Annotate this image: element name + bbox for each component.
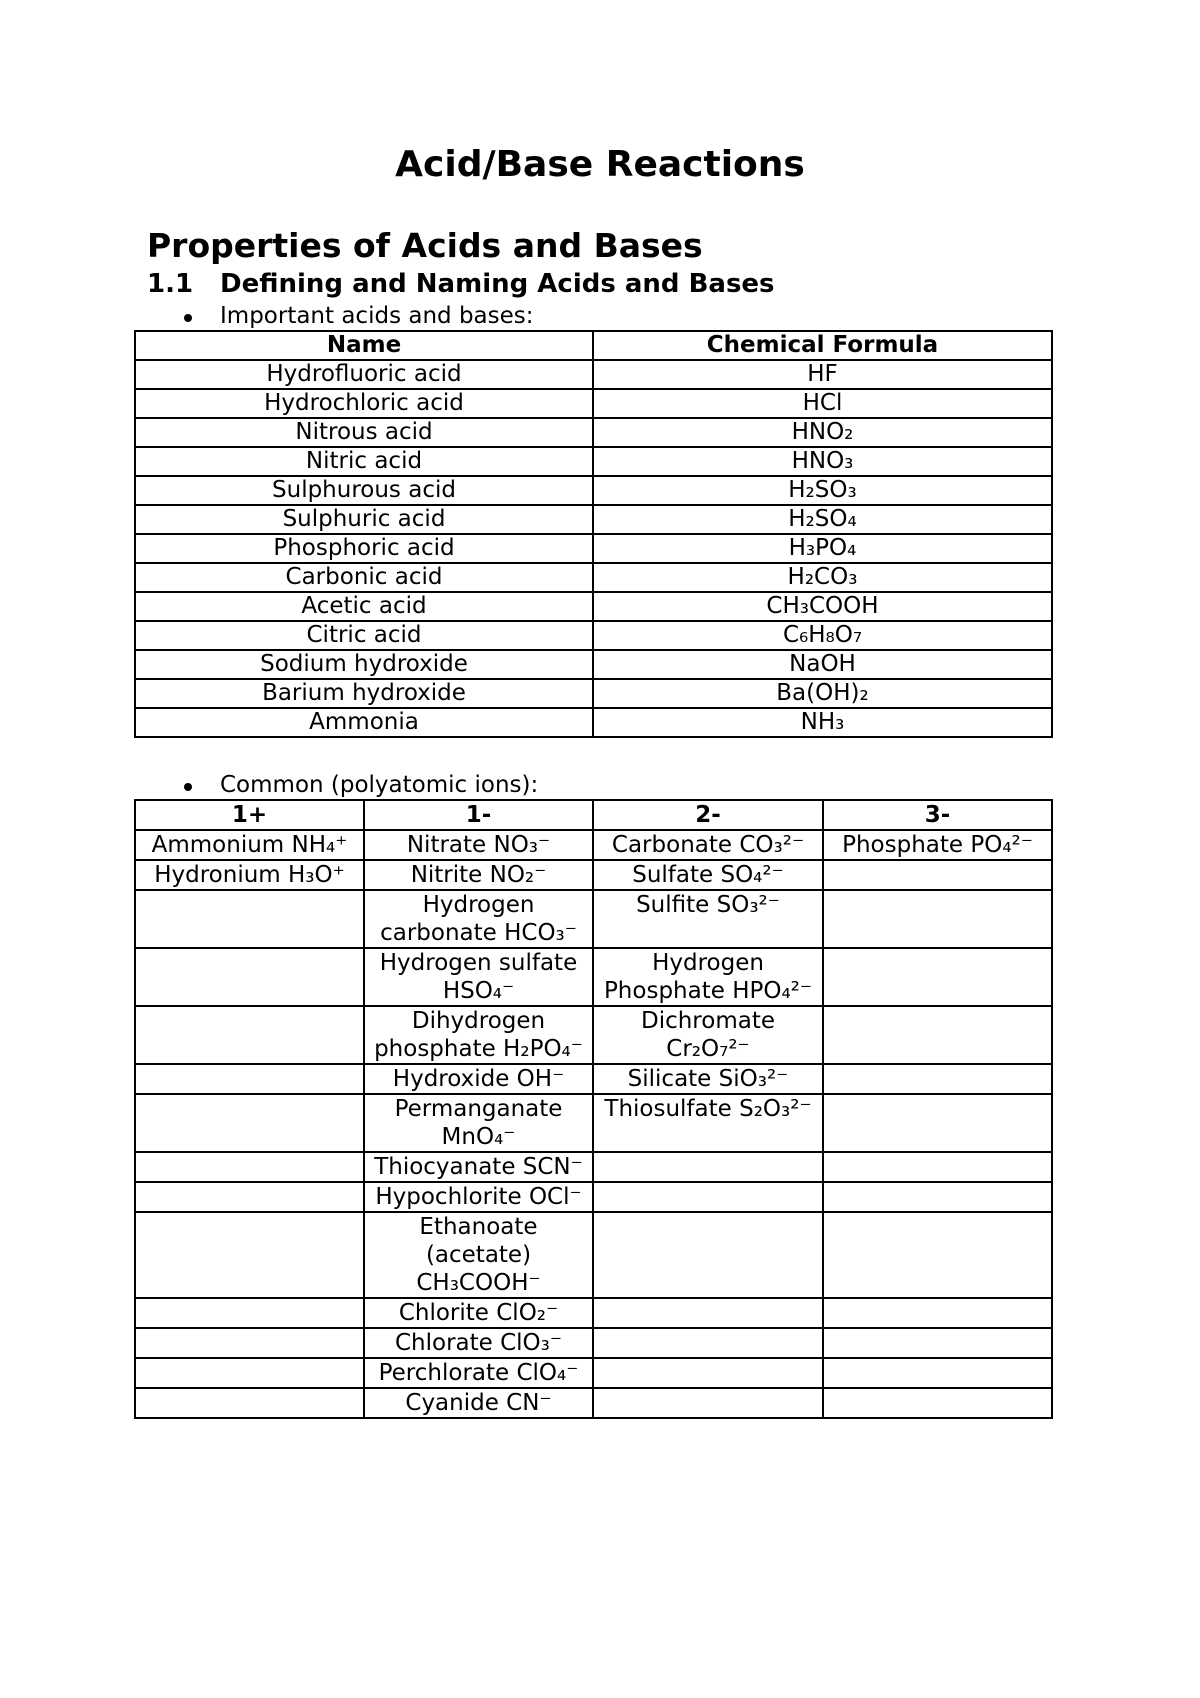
cell-1plus (135, 1064, 364, 1094)
table-row (135, 1064, 1052, 1094)
cell-name: Nitrous acid (135, 418, 593, 447)
table-row (135, 1328, 1052, 1358)
cell-2minus (593, 1388, 823, 1418)
table-row (135, 679, 1052, 708)
cell-2minus (593, 1152, 823, 1182)
cell-1plus (135, 1094, 364, 1152)
cell-formula: HCl (593, 389, 1052, 418)
table-row (135, 650, 1052, 679)
header-1minus: 1- (364, 800, 593, 830)
cell-2minus (593, 1358, 823, 1388)
cell-1plus (135, 1006, 364, 1064)
table-row (135, 890, 1052, 948)
cell-1plus (135, 1328, 364, 1358)
document-title: Acid/Base Reactions (395, 144, 805, 185)
cell-3minus (823, 1298, 1052, 1328)
table-header-row (135, 800, 1052, 830)
table-row (135, 948, 1052, 1006)
table-row (135, 1298, 1052, 1328)
cell-name: Hydrochloric acid (135, 389, 593, 418)
table-row (135, 1388, 1052, 1418)
cell-3minus: Phosphate PO₄²⁻ (823, 830, 1052, 860)
cell-formula: H₂CO₃ (593, 563, 1052, 592)
table-row (135, 708, 1052, 737)
table-row (135, 1094, 1052, 1152)
bullet-icon (184, 783, 192, 791)
cell-name: Barium hydroxide (135, 679, 593, 708)
cell-3minus (823, 1152, 1052, 1182)
cell-3minus (823, 1006, 1052, 1064)
cell-3minus (823, 890, 1052, 948)
cell-1plus (135, 1152, 364, 1182)
table-row (135, 360, 1052, 389)
table-row (135, 621, 1052, 650)
table-row (135, 1006, 1052, 1064)
section-number: 1.1 (147, 269, 194, 299)
table-row (135, 1152, 1052, 1182)
header-2minus: 2- (593, 800, 823, 830)
cell-3minus (823, 1358, 1052, 1388)
cell-1plus (135, 1212, 364, 1298)
cell-name: Ammonia (135, 708, 593, 737)
header-3minus: 3- (823, 800, 1052, 830)
cell-3minus (823, 948, 1052, 1006)
cell-3minus (823, 860, 1052, 890)
ions-table (134, 799, 1053, 1419)
cell-2minus: Sulfate SO₄²⁻ (593, 860, 823, 890)
table-row (135, 389, 1052, 418)
heading-properties: Properties of Acids and Bases (147, 226, 703, 265)
bullet-common-ions (184, 771, 538, 799)
section-title: Defining and Naming Acids and Bases (220, 269, 775, 299)
acids-table (134, 330, 1053, 738)
cell-formula: H₂SO₃ (593, 476, 1052, 505)
cell-formula: HNO₂ (593, 418, 1052, 447)
header-formula: Chemical Formula (593, 331, 1052, 360)
cell-2minus: Sulfite SO₃²⁻ (593, 890, 823, 948)
cell-2minus (593, 1182, 823, 1212)
cell-1plus: Hydronium H₃O⁺ (135, 860, 364, 890)
cell-1plus (135, 890, 364, 948)
cell-formula: NaOH (593, 650, 1052, 679)
cell-3minus (823, 1328, 1052, 1358)
cell-1minus: Hydroxide OH⁻ (364, 1064, 593, 1094)
cell-name: Acetic acid (135, 592, 593, 621)
bullet-text: Common (polyatomic ions): (220, 772, 539, 798)
table-row (135, 505, 1052, 534)
cell-name: Hydrofluoric acid (135, 360, 593, 389)
cell-1minus: Thiocyanate SCN⁻ (364, 1152, 593, 1182)
cell-1minus: Nitrate NO₃⁻ (364, 830, 593, 860)
table-row (135, 592, 1052, 621)
cell-1plus: Ammonium NH₄⁺ (135, 830, 364, 860)
header-1plus: 1+ (135, 800, 364, 830)
cell-1minus: Chlorite ClO₂⁻ (364, 1298, 593, 1328)
cell-1minus: Hydrogen carbonate HCO₃⁻ (364, 890, 593, 948)
bullet-icon (184, 314, 192, 322)
cell-3minus (823, 1182, 1052, 1212)
table-row (135, 534, 1052, 563)
cell-formula: HNO₃ (593, 447, 1052, 476)
bullet-important-acids (184, 302, 534, 330)
cell-2minus (593, 1212, 823, 1298)
cell-name: Sulphurous acid (135, 476, 593, 505)
bullet-text: Important acids and bases: (220, 303, 534, 329)
table-row (135, 447, 1052, 476)
cell-formula: C₆H₈O₇ (593, 621, 1052, 650)
cell-3minus (823, 1064, 1052, 1094)
cell-1minus: Hydrogen sulfate HSO₄⁻ (364, 948, 593, 1006)
cell-1minus: Permanganate MnO₄⁻ (364, 1094, 593, 1152)
cell-2minus: Hydrogen Phosphate HPO₄²⁻ (593, 948, 823, 1006)
cell-1plus (135, 1298, 364, 1328)
table-row (135, 563, 1052, 592)
cell-name: Nitric acid (135, 447, 593, 476)
cell-formula: Ba(OH)₂ (593, 679, 1052, 708)
table-row (135, 1182, 1052, 1212)
cell-2minus (593, 1328, 823, 1358)
section-heading (147, 268, 775, 300)
cell-1minus: Nitrite NO₂⁻ (364, 860, 593, 890)
cell-1minus: Dihydrogen phosphate H₂PO₄⁻ (364, 1006, 593, 1064)
table-row (135, 830, 1052, 860)
cell-1minus: Ethanoate (acetate) CH₃COOH⁻ (364, 1212, 593, 1298)
cell-2minus: Dichromate Cr₂O₇²⁻ (593, 1006, 823, 1064)
table-header-row (135, 331, 1052, 360)
cell-3minus (823, 1212, 1052, 1298)
cell-1plus (135, 1388, 364, 1418)
cell-1minus: Cyanide CN⁻ (364, 1388, 593, 1418)
cell-1plus (135, 1182, 364, 1212)
cell-formula: H₂SO₄ (593, 505, 1052, 534)
cell-name: Sulphuric acid (135, 505, 593, 534)
cell-name: Carbonic acid (135, 563, 593, 592)
table-row (135, 476, 1052, 505)
cell-name: Citric acid (135, 621, 593, 650)
cell-2minus: Carbonate CO₃²⁻ (593, 830, 823, 860)
cell-1minus: Perchlorate ClO₄⁻ (364, 1358, 593, 1388)
cell-3minus (823, 1388, 1052, 1418)
cell-3minus (823, 1094, 1052, 1152)
table-row (135, 1358, 1052, 1388)
cell-name: Sodium hydroxide (135, 650, 593, 679)
cell-formula: H₃PO₄ (593, 534, 1052, 563)
cell-2minus (593, 1298, 823, 1328)
table-row (135, 1212, 1052, 1298)
cell-formula: HF (593, 360, 1052, 389)
cell-1plus (135, 948, 364, 1006)
cell-1minus: Hypochlorite OCl⁻ (364, 1182, 593, 1212)
table-row (135, 860, 1052, 890)
cell-formula: CH₃COOH (593, 592, 1052, 621)
cell-2minus: Silicate SiO₃²⁻ (593, 1064, 823, 1094)
cell-1plus (135, 1358, 364, 1388)
cell-1minus: Chlorate ClO₃⁻ (364, 1328, 593, 1358)
header-name: Name (135, 331, 593, 360)
cell-2minus: Thiosulfate S₂O₃²⁻ (593, 1094, 823, 1152)
cell-formula: NH₃ (593, 708, 1052, 737)
cell-name: Phosphoric acid (135, 534, 593, 563)
table-row (135, 418, 1052, 447)
